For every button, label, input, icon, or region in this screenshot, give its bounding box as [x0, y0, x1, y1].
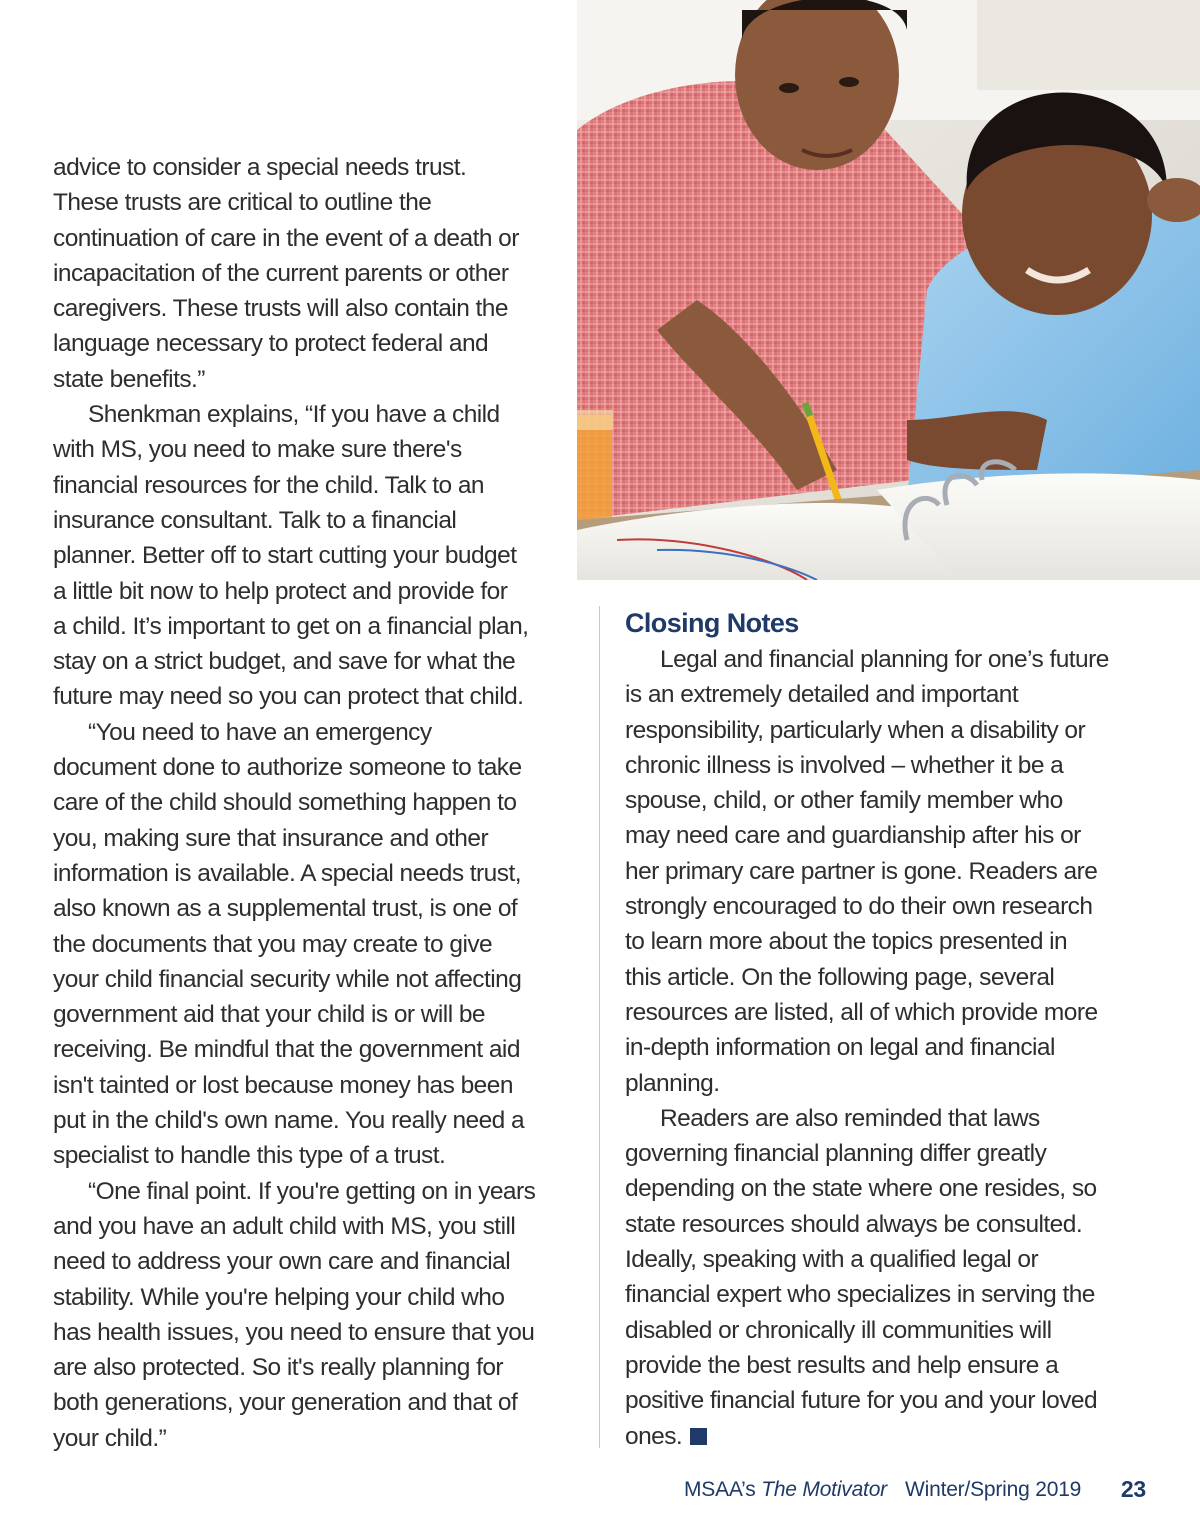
- left-column-text-line: future may need so you can protect that child.: [53, 683, 524, 711]
- closing-notes-text-line: resources are listed, all of which provide more: [625, 998, 1098, 1026]
- page-footer: [684, 1476, 1154, 1506]
- issue-date: Winter/Spring 2019: [905, 1478, 1082, 1501]
- left-column-text-line: put in the child's own name. You really need a: [53, 1107, 525, 1135]
- left-column-text-line: incapacitation of the current parents or other: [53, 259, 509, 287]
- closing-notes-text-line: strongly encouraged to do their own research: [625, 893, 1093, 921]
- left-column-text-line: need to address your own care and financial: [53, 1248, 511, 1276]
- left-column-text-line: continuation of care in the event of a death or: [53, 224, 519, 252]
- left-column-text-line: has health issues, you need to ensure that you: [53, 1318, 535, 1346]
- left-column-text-line: isn't tainted or lost because money has been: [53, 1071, 513, 1099]
- left-column-text-line: also known as a supplemental trust, is one of: [53, 895, 518, 923]
- left-column-text-line: financial resources for the child. Talk to an: [53, 471, 485, 499]
- section-heading: Closing Notes: [625, 608, 799, 638]
- closing-notes-text-line: planning.: [625, 1069, 720, 1097]
- left-column-text-line: Shenkman explains, “If you have a child: [88, 401, 500, 429]
- closing-notes-text-line: financial expert who specializes in serving the: [625, 1281, 1095, 1309]
- closing-notes-text-line: is an extremely detailed and important: [625, 681, 1019, 709]
- left-column-text-line: document done to authorize someone to take: [53, 754, 522, 782]
- closing-notes-text-line: depending on the state where one resides, so: [625, 1175, 1097, 1203]
- publication-name: [684, 1478, 887, 1502]
- left-column-text-line: with MS, you need to make sure there's: [53, 436, 462, 464]
- left-column-text-line: and you have an adult child with MS, you still: [53, 1212, 516, 1240]
- closing-notes-text-line: Legal and financial planning for one’s future: [660, 646, 1109, 673]
- left-column-text-line: both generations, your generation and that of: [53, 1389, 518, 1417]
- closing-notes-text-line: responsibility, particularly when a disability or: [625, 716, 1086, 744]
- left-column-text: [53, 150, 583, 1456]
- publisher-prefix: MSAA’s: [684, 1478, 756, 1501]
- left-column-text-line: stay on a strict budget, and save for what the: [53, 648, 516, 676]
- left-column-text-line: government aid that your child is or will be: [53, 1001, 485, 1029]
- left-column-text-line: information is available. A special needs trust,: [53, 859, 521, 887]
- closing-notes-text-line: her primary care partner is gone. Readers are: [625, 857, 1098, 885]
- page-number: 23: [1120, 1476, 1146, 1502]
- left-column-text-line: a little bit now to help protect and provide for: [53, 577, 508, 605]
- last-line-text: ones.: [625, 1422, 683, 1450]
- closing-notes-text-line: spouse, child, or other family member who: [625, 787, 1063, 815]
- photo-father-son-homework: [577, 0, 1200, 580]
- left-column-text-line: specialist to handle this type of a trust.: [53, 1142, 446, 1170]
- publication-title: The Motivator: [761, 1478, 887, 1501]
- closing-notes-text-line: to learn more about the topics presented in: [625, 928, 1068, 956]
- left-column-text-line: language necessary to protect federal and: [53, 330, 489, 358]
- end-of-article-square-icon: [690, 1428, 707, 1445]
- left-column-text-line: state benefits.”: [53, 365, 205, 393]
- closing-notes-text-line: in-depth information on legal and financial: [625, 1034, 1055, 1062]
- left-column-text-line: planner. Better off to start cutting your budget: [53, 542, 517, 570]
- closing-notes-text-line: Readers are also reminded that laws: [660, 1104, 1040, 1132]
- left-column-text-line: “You need to have an emergency: [88, 718, 432, 746]
- closing-notes-last-line: [625, 1419, 1165, 1454]
- closing-notes-text-line: chronic illness is involved – whether it be a: [625, 751, 1064, 779]
- left-column-text-line: you, making sure that insurance and other: [53, 824, 489, 852]
- closing-notes-section: [625, 604, 1165, 1454]
- closing-notes-text-line: positive financial future for you and your loved: [625, 1387, 1098, 1415]
- left-column-text-line: These trusts are critical to outline the: [53, 189, 432, 217]
- left-column-text-line: advice to consider a special needs trust.: [53, 154, 467, 181]
- closing-notes-text-line: state resources should always be consulted.: [625, 1210, 1083, 1238]
- closing-notes-text-line: disabled or chronically ill communities will: [625, 1316, 1052, 1344]
- column-divider: [599, 606, 600, 1448]
- article-photo: [577, 0, 1200, 580]
- closing-notes-text: [625, 642, 1165, 1419]
- left-column-text-line: receiving. Be mindful that the government aid: [53, 1036, 520, 1064]
- left-column-text-line: caregivers. These trusts will also contain the: [53, 295, 508, 323]
- left-column-text-line: the documents that you may create to give: [53, 930, 493, 958]
- left-column-text-line: your child financial security while not affecting: [53, 965, 522, 993]
- closing-notes-text-line: governing financial planning differ greatly: [625, 1140, 1047, 1168]
- left-column-text-line: a child. It’s important to get on a financial plan,: [53, 612, 529, 640]
- closing-notes-text-line: this article. On the following page, several: [625, 963, 1055, 991]
- closing-notes-text-line: may need care and guardianship after his or: [625, 822, 1081, 850]
- left-column-text-line: insurance consultant. Talk to a financial: [53, 506, 457, 534]
- closing-notes-text-line: provide the best results and help ensure a: [625, 1351, 1059, 1379]
- left-column-text-line: stability. While you're helping your child who: [53, 1283, 505, 1311]
- left-column-text-line: are also protected. So it's really planning for: [53, 1354, 504, 1382]
- closing-notes-text-line: Ideally, speaking with a qualified legal or: [625, 1246, 1039, 1274]
- left-column-text-line: “One final point. If you're getting on in years: [88, 1177, 536, 1205]
- left-column-text-line: your child.”: [53, 1424, 167, 1452]
- left-column-text-line: care of the child should something happen to: [53, 789, 517, 817]
